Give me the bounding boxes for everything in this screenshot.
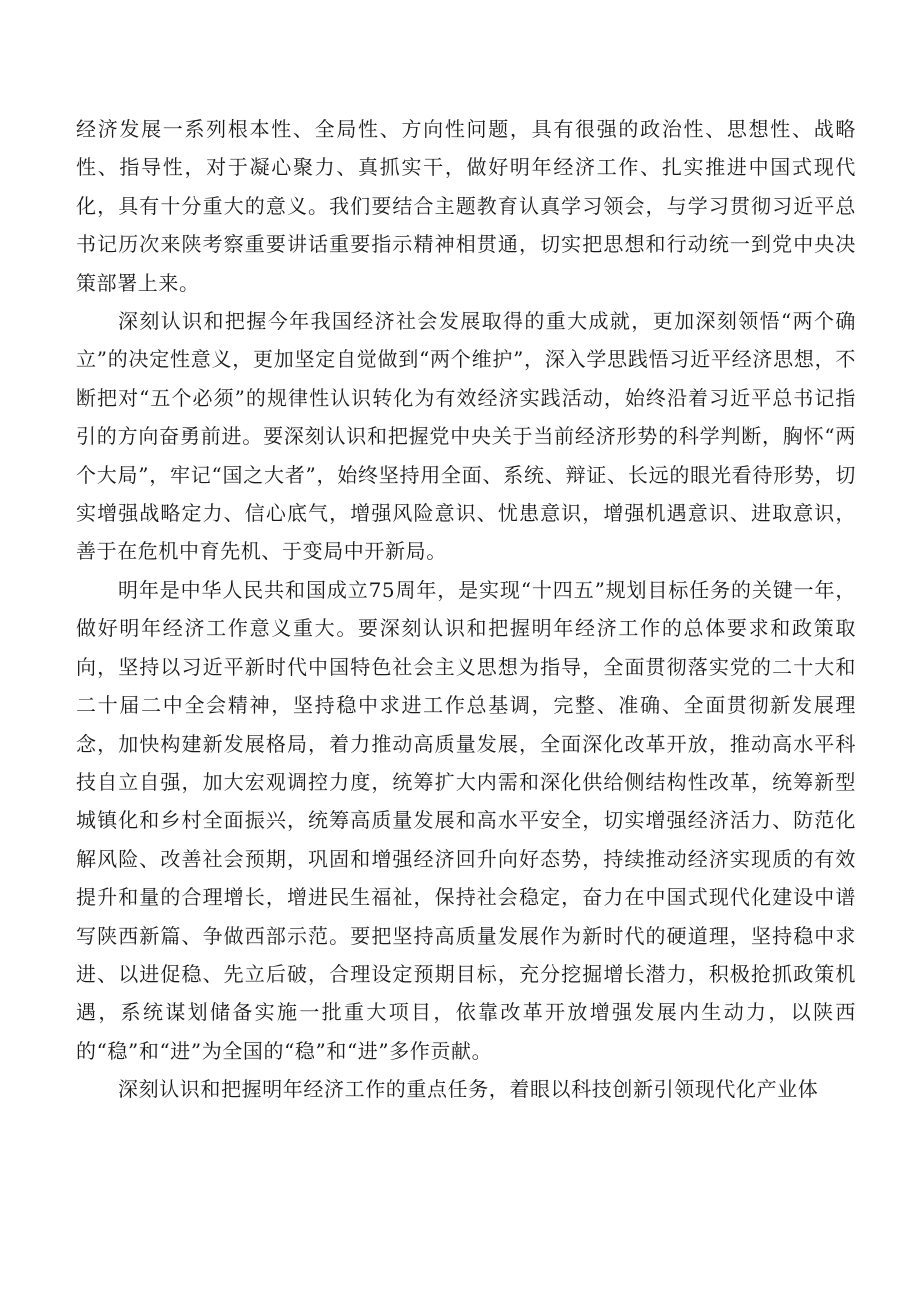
paragraph-1: 经济发展一系列根本性、全局性、方向性问题，具有很强的政治性、思想性、战略性、指导性，对于凝心聚力、真抓实干，做好明年经济工作、扎实推进中国式现代化，具有十分重大的意义。我们要结合主题教育认真学习领会，与学习贯彻习近平总书记历次来陕考察重要讲话重要指示精神相贯通，切实把思想和行动统一到党中央决策部署上来。 [76,117,856,295]
paragraph-4: 深刻认识和把握明年经济工作的重点任务，着眼以科技创新引领现代化产业体 [118,1077,819,1102]
document-body [76,110,856,1109]
paragraph-3: 明年是中华人民共和国成立75周年，是实现“十四五”规划目标任务的关键一年，做好明年经济工作意义重大。要深刻认识和把握明年经济工作的总体要求和政策取向，坚持以习近平新时代中国特色社会主义思想为指导，全面贯彻落实党的二十大和二十届二中全会精神，坚持稳中求进工作总基调，完整、准确、全面贯彻新发展理念，加快构建新发展格局，着力推动高质量发展，全面深化改革开放，推动高水平科技自立自强，加大宏观调控力度，统筹扩大内需和深化供给侧结构性改革，统筹新型城镇化和乡村全面振兴，统筹高质量发展和高水平安全，切实增强经济活力、防范化解风险、改善社会预期，巩固和增强经济回升向好态势，持续推动经济实现质的有效提升和量的合理增长，增进民生福祉，保持社会稳定，奋力在中国式现代化建设中谱写陕西新篇、争做西部示范。要把坚持高质量发展作为新时代的硬道理，坚持稳中求进、以进促稳、先立后破，合理设定预期目标，充分挖掘增长潜力，积极抢抓政策机遇，系统谋划储备实施一批重大项目，依靠改革开放增强发展内生动力，以陕西的“稳”和“进”为全国的“稳”和“进”多作贡献。 [76,577,856,1063]
paragraph-2: 深刻认识和把握今年我国经济社会发展取得的重大成就，更加深刻领悟“两个确立”的决定性意义，更加坚定自觉做到“两个维护”，深入学思践悟习近平经济思想，不断把对“五个必须”的规律性认识转化为有效经济实践活动，始终沿着习近平总书记指引的方向奋勇前进。要深刻认识和把握党中央关于当前经济形势的科学判断，胸怀“两个大局”，牢记“国之大者”，始终坚持用全面、系统、辩证、长远的眼光看待形势，切实增强战略定力、信心底气，增强风险意识、忧患意识，增强机遇意识、进取意识，善于在危机中育先机、于变局中开新局。 [76,309,856,564]
